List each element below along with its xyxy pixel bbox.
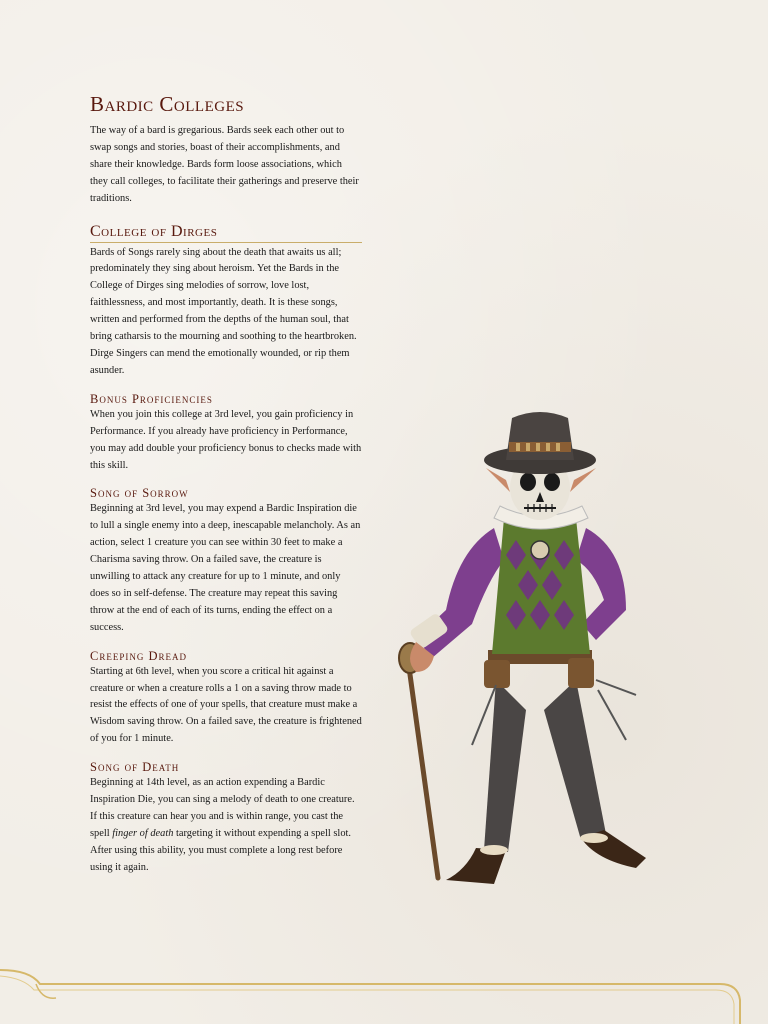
feature-text-song-of-sorrow: Beginning at 3rd level, you may expend a Bardic Inspiration die to lull a single enemy into a deep, inescapable melancholy. As an action, select 1 creature you can see within 30 feet to make a Charisma saving throw. On a failed save, the creature is unwilling to attack any creature for up to 1 minute, and only does so in self-defense. The creature may repeat this saving throw at the end of each of its turns, ending the effect on a success. [90,503,361,633]
feature-text-creeping-dread: Starting at 6th level, when you score a critical hit against a creature or when a creature rolls a 1 on a saving throw made to resist the effects of one of your spells, that creature must make a Wisdom saving throw. On a failed save, the creature is frightened of you for 1 minute. [90,665,362,745]
feature-title-song-of-sorrow: Song of Sorrow [90,486,189,501]
bard-illustration [376,410,676,910]
page-title: Bardic Colleges [90,92,245,116]
college-title: College of Dirges [90,223,362,243]
feature-title-song-of-death: Song of Death [90,760,180,775]
feature-title-bonus-proficiencies: Bonus Proficiencies [90,391,213,406]
intro-paragraph: The way of a bard is gregarious. Bards seek each other out to swap songs and stories, boast of their accomplishments, and share their knowledge. Bards form loose associations, which they call colleges, to facilitate their gatherings and preserve their traditions. [90,125,359,204]
college-paragraph: Bards of Songs rarely sing about the death that awaits us all; predominately they sing about heroism. Yet the Bards in the College of Dirges sing melodies of sorrow, love lost, faithlessness, and most importantly, death. It is these songs, written and performed from the depths of the human soul, that bring catharsis to the mourning and soothing to the heartbroken. Dirge Singers can mend the emotionally wounded, or rip them asunder. [90,246,357,376]
text-column [90,92,362,877]
feature-title-creeping-dread: Creeping Dread [90,648,187,663]
feature-text-bonus-proficiencies: When you join this college at 3rd level, you gain proficiency in Performance. If you already have proficiency in Performance, you may add double your proficiency bonus to checks made with this skill. [90,408,362,471]
page-ornament [0,960,768,1024]
spell-name: finger of death [112,827,174,839]
song-of-death-text-after: targeting it without expending a spell slot. After using this ability, you must complete a long rest before using it again. [90,827,352,873]
feature-text-song-of-death [90,775,362,876]
song-of-death-text-before: Beginning at 14th level, as an action expending a Bardic Inspiration Die, you can sing a melody of death to one creature. If this creature can hear you and is within range, you cast the spell [90,777,355,839]
